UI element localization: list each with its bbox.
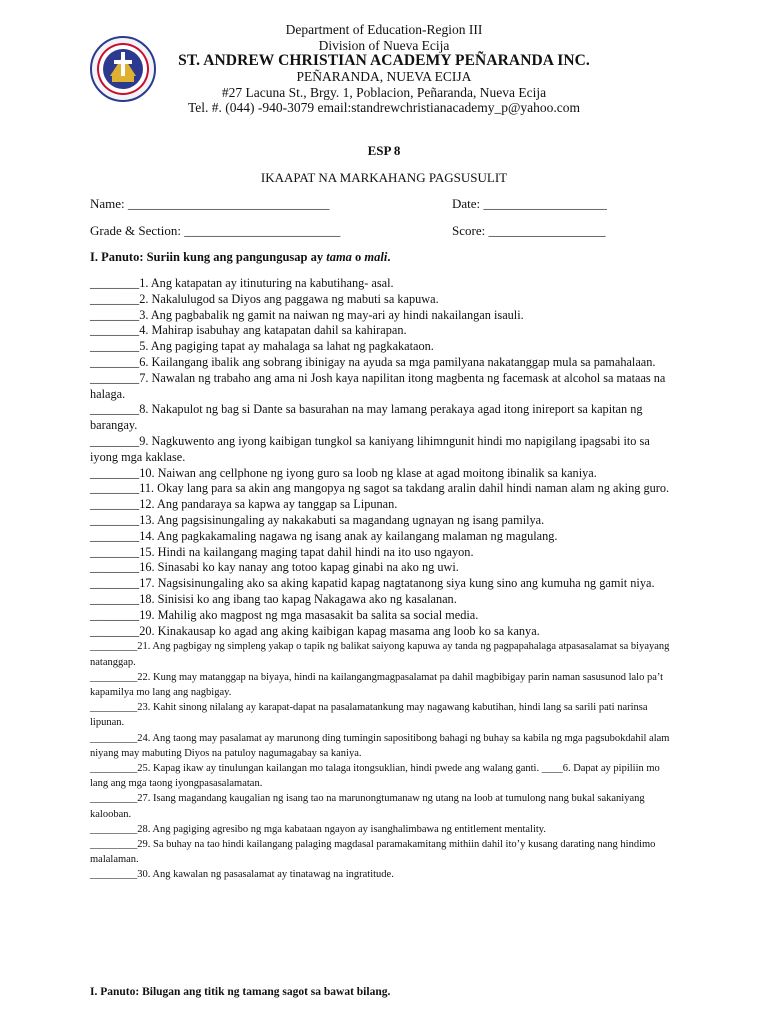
question-item: ________5. Ang pagiging tapat ay mahalaga sa lahat ng pagkakataon. — [90, 339, 434, 354]
date-field[interactable]: Date: ___________________ — [452, 196, 607, 211]
instruction-multiple-choice: I. Panuto: Bilugan ang titik ng tamang sagot sa bawat bilang. — [90, 986, 391, 998]
instruction-prefix: I. Panuto: Suriin kung ang pangungusap ay — [90, 250, 327, 264]
question-item-small: _________22. Kung may matanggap na biyaya, hindi na kailangangmagpasalamat pa dahil magbibigay parin naman sasusunod lalo pa’t kapamilya mo lang ang nagbigay. — [90, 671, 664, 698]
question-item: ________2. Nakalulugod sa Diyos ang paggawa ng mabuti sa kapuwa. — [90, 291, 439, 306]
question-item: ________4. Mahirap isabuhay ang katapatan dahil sa kahirapan. — [90, 323, 407, 338]
grade-section-field[interactable]: Grade & Section: ________________________ — [90, 223, 341, 238]
question-item: ________10. Naiwan ang cellphone ng iyong guro sa loob ng klase at agad moitong ibinalik sa kaniya. — [90, 465, 597, 480]
question-item: ________17. Nagsisinungaling ako sa aking kapatid kapag nagtatanong siya kung sino ang kumuha ng gamit niya. — [90, 576, 655, 591]
school-town: PEÑARANDA, NUEVA ECIJA — [296, 69, 472, 84]
question-item: ________16. Sinasabi ko kay nanay ang totoo kapag ginabi na ako ng uwi. — [90, 560, 459, 575]
school-header — [0, 22, 768, 116]
question-item-small: _________30. Ang kawalan ng pasasalamat ay tinatawag na ingratitude. — [90, 869, 394, 881]
question-item-small: _________28. Ang pagiging agresibo ng mga kabataan ngayon ay isanghalimbawa ng entitlement mentality. — [90, 823, 546, 835]
question-item-small: _________23. Kahit sinong nilalang ay karapat-dapat na pasalamatankung may nagawang kabutihan, hindi lang sa sarili pati narinsa lipunan. — [90, 702, 648, 729]
question-item-small: _________21. Ang pagbigay ng simpleng yakap o tapik ng balikat saiyong kapuwa ay tanda ng pagpapahalaga atpasasalamat sa biyayang natanggap. — [90, 641, 670, 668]
exam-title: IKAAPAT NA MARKAHANG PAGSUSULIT — [260, 170, 508, 185]
instruction-suffix: . — [387, 250, 391, 264]
question-item: ________6. Kailangang ibalik ang sobrang ibinigay na ayuda sa mga pamilyana nakatanggap mula sa pamahalaan. — [90, 354, 656, 369]
score-field[interactable]: Score: __________________ — [452, 223, 606, 238]
question-item: ________13. Ang pagsisinungaling ay nakakabuti sa magandang ugnayan ng isang pamilya. — [90, 512, 545, 527]
instruction-word-tama: tama — [326, 250, 352, 264]
school-name: ST. ANDREW CHRISTIAN ACADEMY PEÑARANDA INC. — [178, 52, 590, 69]
question-item: ________1. Ang katapatan ay itinuturing na kabutihang- asal. — [90, 276, 394, 290]
question-item: ________20. Kinakausap ko agad ang aking kaibigan kapag masama ang loob ko sa kanya. — [90, 623, 540, 638]
question-item: ________12. Ang pandaraya sa kapwa ay tanggap sa Lipunan. — [90, 497, 398, 512]
question-item: ________11. Okay lang para sa akin ang mangopya ng sagot sa takdang aralin dahil hindi naman alam ng aking guro. — [90, 481, 670, 496]
question-list — [90, 276, 680, 883]
instruction-middle: o — [351, 250, 365, 264]
school-address: #27 Lacuna St., Brgy. 1, Poblacion, Peñaranda, Nueva Ecija — [221, 84, 547, 100]
question-item: ________3. Ang pagbabalik ng gamit na naiwan ng may-ari ay hindi nakailangan isauli. — [90, 307, 524, 322]
question-item-small: _________29. Sa buhay na tao hindi kailangang palaging magdasal paramakamitang mithiin dahil ito’y kusang darating nang hindimo malalaman. — [90, 838, 656, 866]
question-item-small: _________24. Ang taong may pasalamat ay marunong ding tumingin sapositibong bahagi ng buhay sa kabila ng mga pagsubokdahil alam niyang may mabuting Diyos na patuloy nagumagabay sa kaniya. — [90, 732, 670, 759]
question-item: ________7. Nawalan ng trabaho ang ama ni Josh kaya napilitan itong magbenta ng facemask at alcohol sa mataas na halaga. — [90, 370, 666, 401]
instruction-word-mali: mali — [364, 250, 388, 264]
department-line: Department of Education-Region III — [285, 22, 483, 37]
question-item: ________8. Nakapulot ng bag si Dante sa basurahan na may lamang perakaya agad itong inireport sa kapitan ng barangay. — [90, 402, 643, 433]
question-item: ________18. Sinisisi ko ang ibang tao kapag Nakagawa ako ng kasalanan. — [90, 591, 457, 606]
question-item: ________14. Ang pagkakamaling nagawa ng isang anak ay kailangang malaman ng magulang. — [90, 528, 558, 543]
instruction-true-false — [90, 250, 390, 265]
division-line: Division of Nueva Ecija — [318, 37, 450, 53]
school-contact: Tel. #. (044) -940-3079 email:standrewchristianacademy_p@yahoo.com — [188, 100, 580, 115]
question-item: ________9. Nagkuwento ang iyong kaibigan tungkol sa kaniyang lihimngunit hindi mo napigilang ipagsabi ito sa iyong mga kaklase. — [90, 433, 650, 464]
question-item-small: _________27. Isang magandang kaugalian ng isang tao na marunongtumanaw ng utang na loob at tumulong nang bukal sakaniyang kalooban. — [90, 793, 645, 820]
name-field[interactable]: Name: _______________________________ — [90, 196, 330, 211]
question-item: ________15. Hindi na kailangang maging tapat dahil hindi na ito uso ngayon. — [90, 544, 474, 559]
question-item-small: _________25. Kapag ikaw ay tinulungan kailangan mo talaga itongsuklian, hindi pwede ang walang ganti. ____6. Dapat ay pipiliin mo lang ang mga taong iyongpasasalamatan. — [90, 762, 660, 790]
subject-title: ESP 8 — [367, 143, 401, 158]
question-item: ________19. Mahilig ako magpost ng mga masasakit ba salita sa social media. — [90, 607, 479, 622]
